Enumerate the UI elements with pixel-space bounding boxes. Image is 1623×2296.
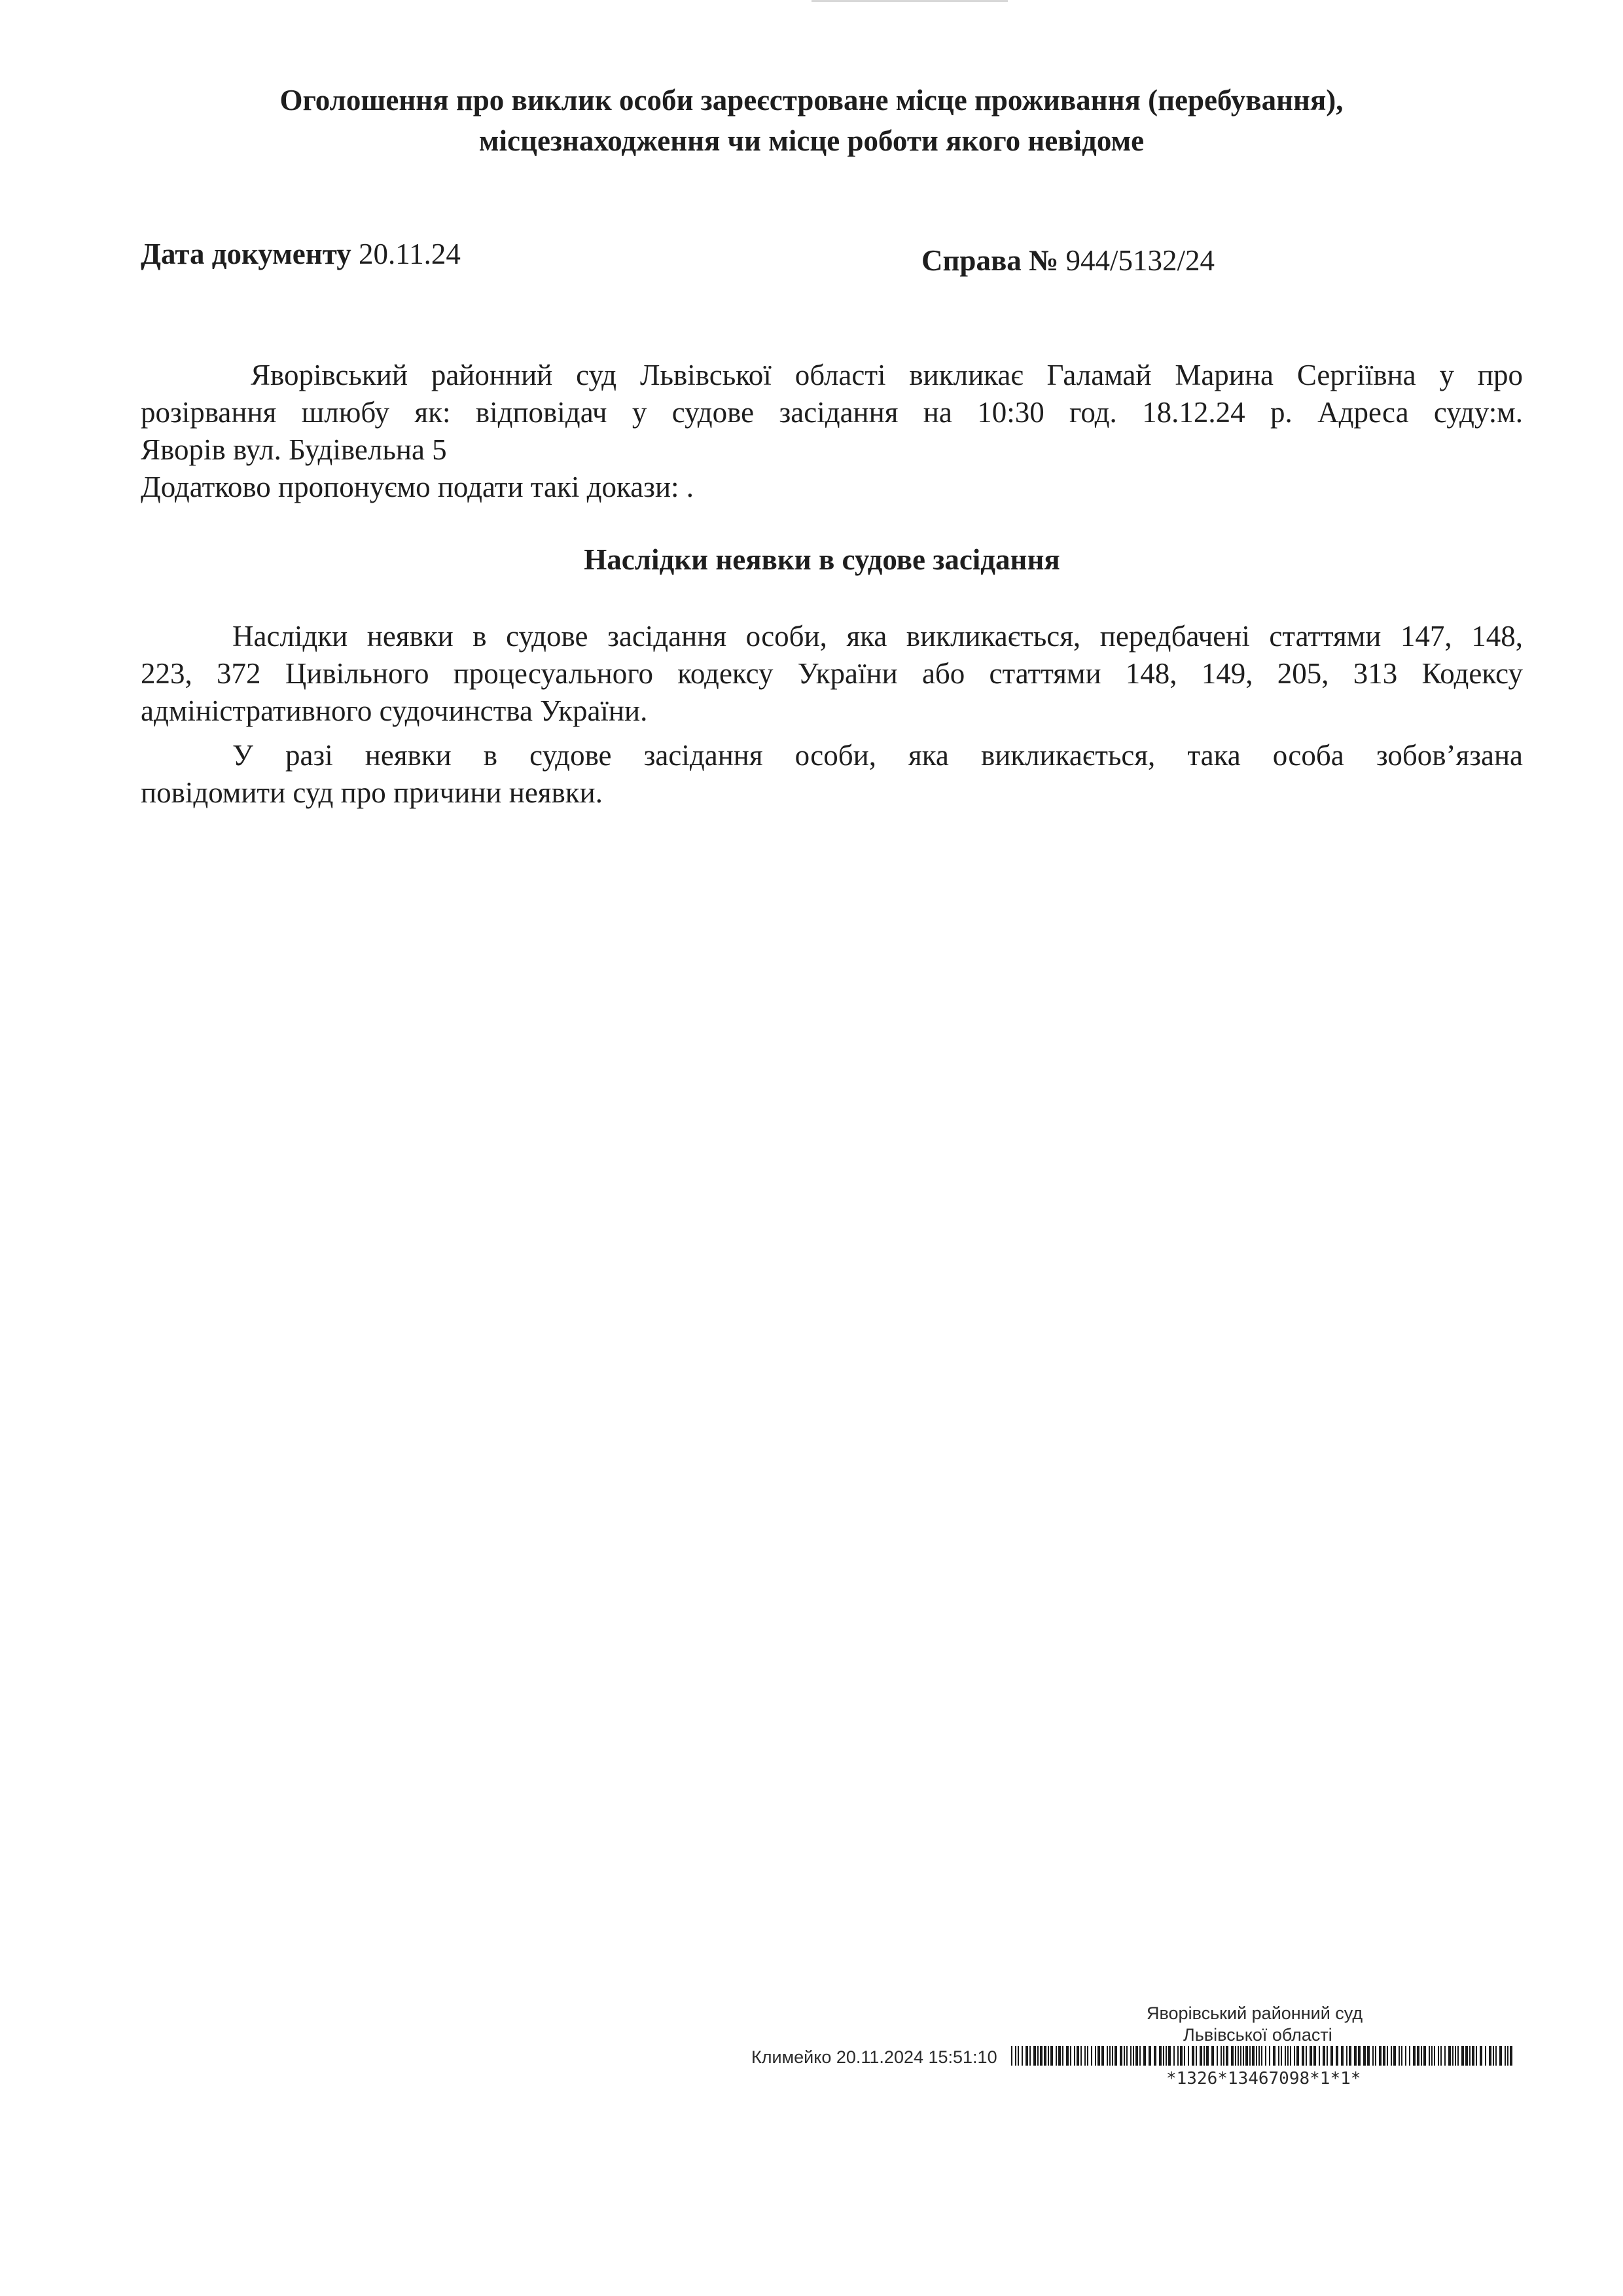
document-date (141, 237, 461, 271)
consequences-line-5: повідомити суд про причини неявки. (141, 776, 603, 809)
consequences-line-2: 223, 372 Цивільного процесуального кодексу України або статтями 148, 149, 205, 313 Кодексу (141, 657, 1523, 690)
footer-court-region: Львівської області (1183, 2025, 1332, 2045)
consequences-paragraph-1 (141, 618, 1523, 730)
case-label: Справа № (921, 244, 1059, 277)
summons-line-2: розірвання шлюбу як: відповідач у судове засідання на 10:30 год. 18.12.24 р. Адреса суду:м. (141, 396, 1523, 429)
case-value: 944/5132/24 (1065, 244, 1215, 277)
consequences-line-4: У разі неявки в судове засідання особи, яка викликається, така особа зобов’язана (232, 739, 1523, 772)
date-value: 20.11.24 (358, 238, 461, 270)
case-number (921, 243, 1215, 278)
date-label: Дата документу (141, 238, 351, 270)
consequences-paragraph-2 (141, 737, 1523, 812)
barcode-code: *1326*13467098*1*1* (1166, 2069, 1361, 2089)
footer-clerk-stamp: Климейко 20.11.2024 15:51:10 (751, 2047, 997, 2067)
footer-court-name: Яворівський районний суд (1147, 2003, 1363, 2023)
summons-paragraph (141, 357, 1523, 506)
title-line-1: Оголошення про виклик особи зареєстроване місце проживання (перебування), (279, 84, 1344, 117)
summons-line-3: Яворів вул. Будівельна 5 (141, 433, 447, 466)
summons-line-4: Додатково пропонуємо подати такі докази: . (141, 471, 694, 503)
summons-line-1: Яворівський районний суд Львівської області викликає Галамай Марина Сергіївна у про (251, 359, 1523, 391)
scan-edge-mark (812, 0, 1008, 2)
document-title (131, 80, 1492, 161)
section-heading: Наслідки неявки в судове засідання (584, 543, 1060, 576)
consequences-line-1: Наслідки неявки в судове засідання особи, яка викликається, передбачені статтями 147, 148, (232, 620, 1523, 653)
title-line-2: місцезнаходження чи місце роботи якого невідоме (478, 124, 1145, 157)
barcode (1011, 2046, 1515, 2066)
consequences-line-3: адміністративного судочинства України. (141, 694, 648, 727)
